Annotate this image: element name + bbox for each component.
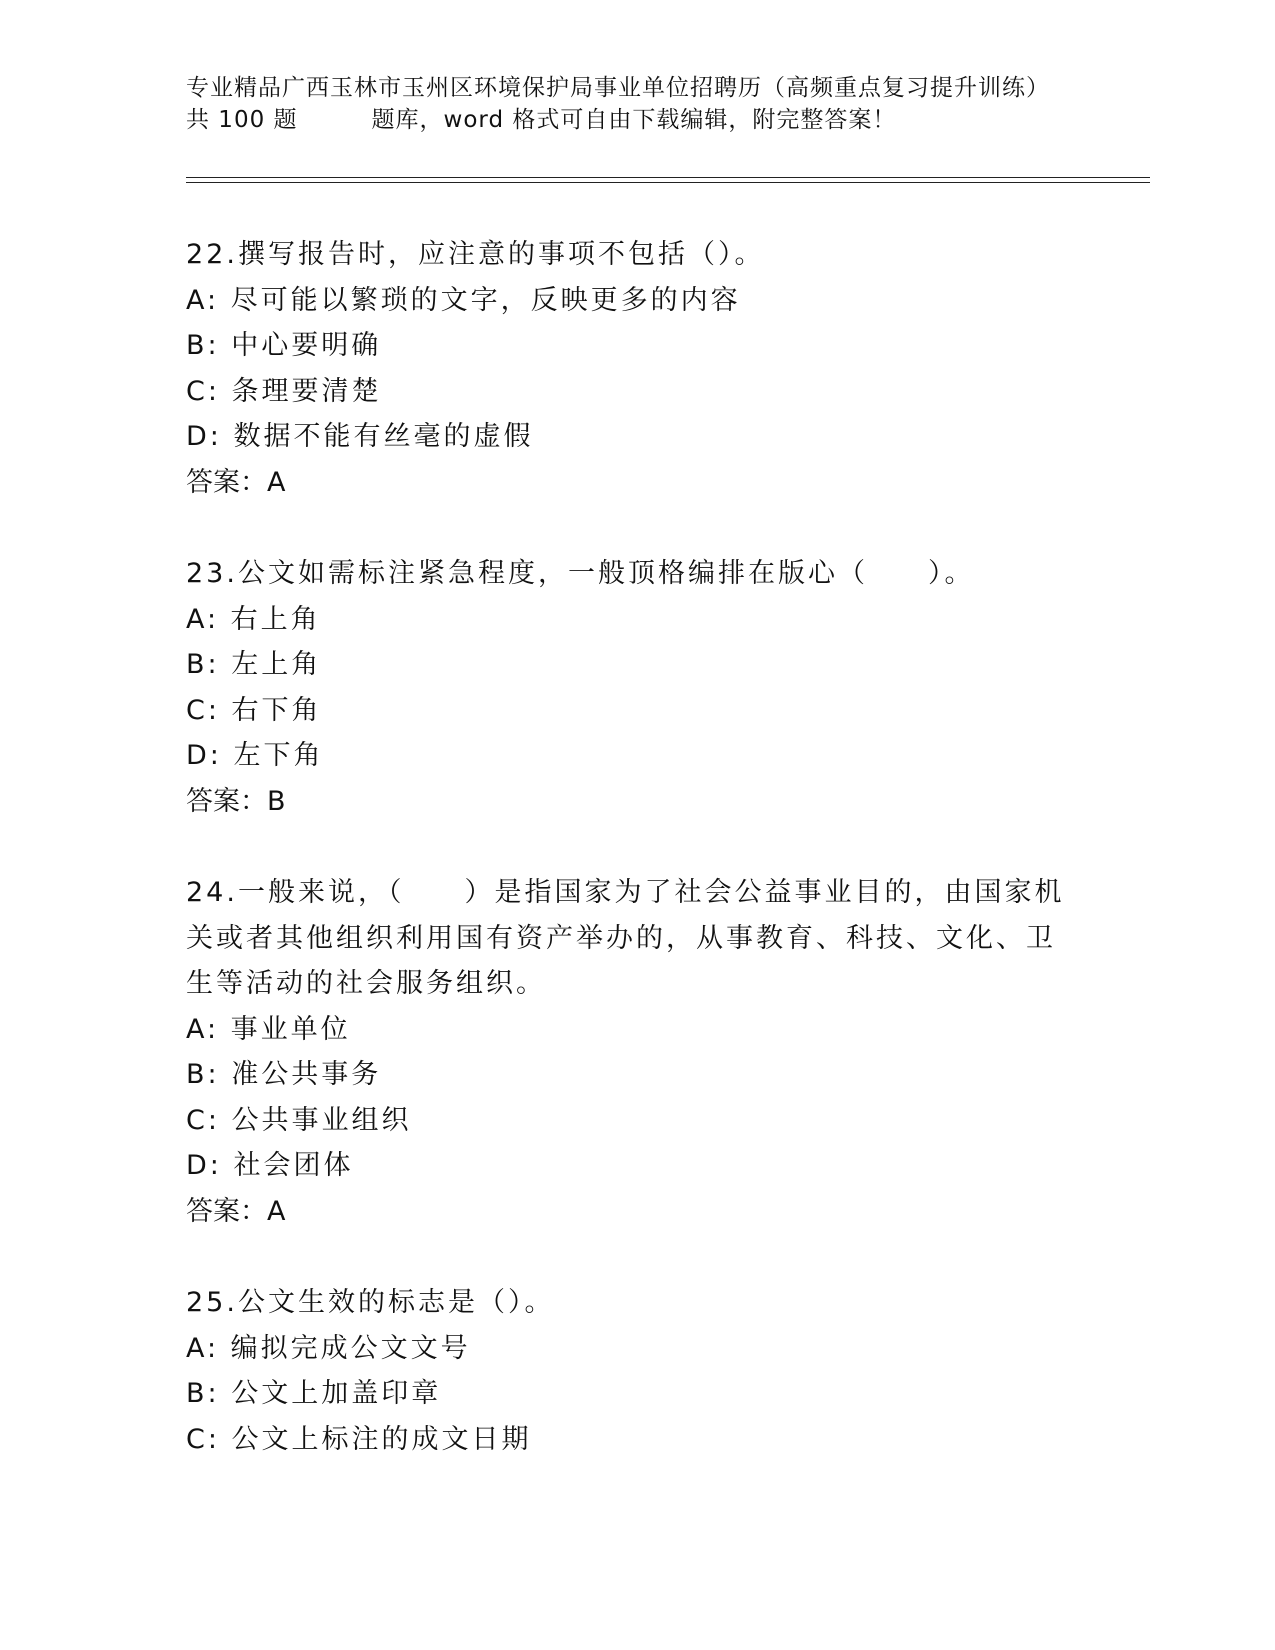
header-description: 题库，word 格式可自由下载编辑，附完整答案！ bbox=[371, 107, 897, 133]
option-a: A: 编拟完成公文文号 bbox=[186, 1332, 471, 1364]
option-d: D: 左下角 bbox=[186, 740, 324, 771]
option-a: A: 事业单位 bbox=[186, 1013, 351, 1045]
answer: 答案：A bbox=[186, 466, 286, 498]
question-23 bbox=[186, 551, 1086, 824]
option-c: C: 公文上标注的成文日期 bbox=[186, 1423, 532, 1455]
option-c: C: 公共事业组织 bbox=[186, 1104, 412, 1136]
option-b: B: 中心要明确 bbox=[186, 330, 382, 361]
option-d: D: 数据不能有丝毫的虚假 bbox=[186, 421, 534, 452]
header-subtitle bbox=[186, 104, 1086, 136]
option-a: A: 尽可能以繁琐的文字，反映更多的内容 bbox=[186, 284, 741, 316]
question-text: 22.撰写报告时，应注意的事项不包括（）。 bbox=[186, 239, 765, 270]
option-b: B: 公文上加盖印章 bbox=[186, 1378, 442, 1409]
option-b: B: 左上角 bbox=[186, 649, 322, 680]
option-b: B: 准公共事务 bbox=[186, 1059, 382, 1090]
answer: 答案：B bbox=[186, 785, 286, 817]
question-25 bbox=[186, 1280, 1086, 1462]
question-22 bbox=[186, 232, 1086, 505]
document-header bbox=[186, 72, 1086, 136]
question-text: 25.公文生效的标志是（）。 bbox=[186, 1287, 555, 1318]
question-list bbox=[186, 232, 1086, 1508]
option-a: A: 右上角 bbox=[186, 603, 321, 635]
answer: 答案：A bbox=[186, 1195, 286, 1227]
question-24 bbox=[186, 870, 1086, 1234]
option-c: C: 右下角 bbox=[186, 694, 322, 726]
option-c: C: 条理要清楚 bbox=[186, 375, 382, 407]
header-divider-top bbox=[186, 177, 1150, 178]
question-text: 23.公文如需标注紧急程度，一般顶格编排在版心（ ）。 bbox=[186, 558, 975, 589]
header-divider-bottom bbox=[186, 182, 1150, 183]
question-count: 共 100 题 bbox=[186, 107, 298, 133]
option-d: D: 社会团体 bbox=[186, 1150, 354, 1181]
question-text: 24.一般来说，（ ）是指国家为了社会公益事业目的，由国家机关或者其他组织利用国有资产举办的，从事教育、科技、文化、卫生等活动的社会服务组织。 bbox=[186, 877, 1065, 999]
header-title: 专业精品广西玉林市玉州区环境保护局事业单位招聘历（高频重点复习提升训练） bbox=[186, 75, 1050, 101]
